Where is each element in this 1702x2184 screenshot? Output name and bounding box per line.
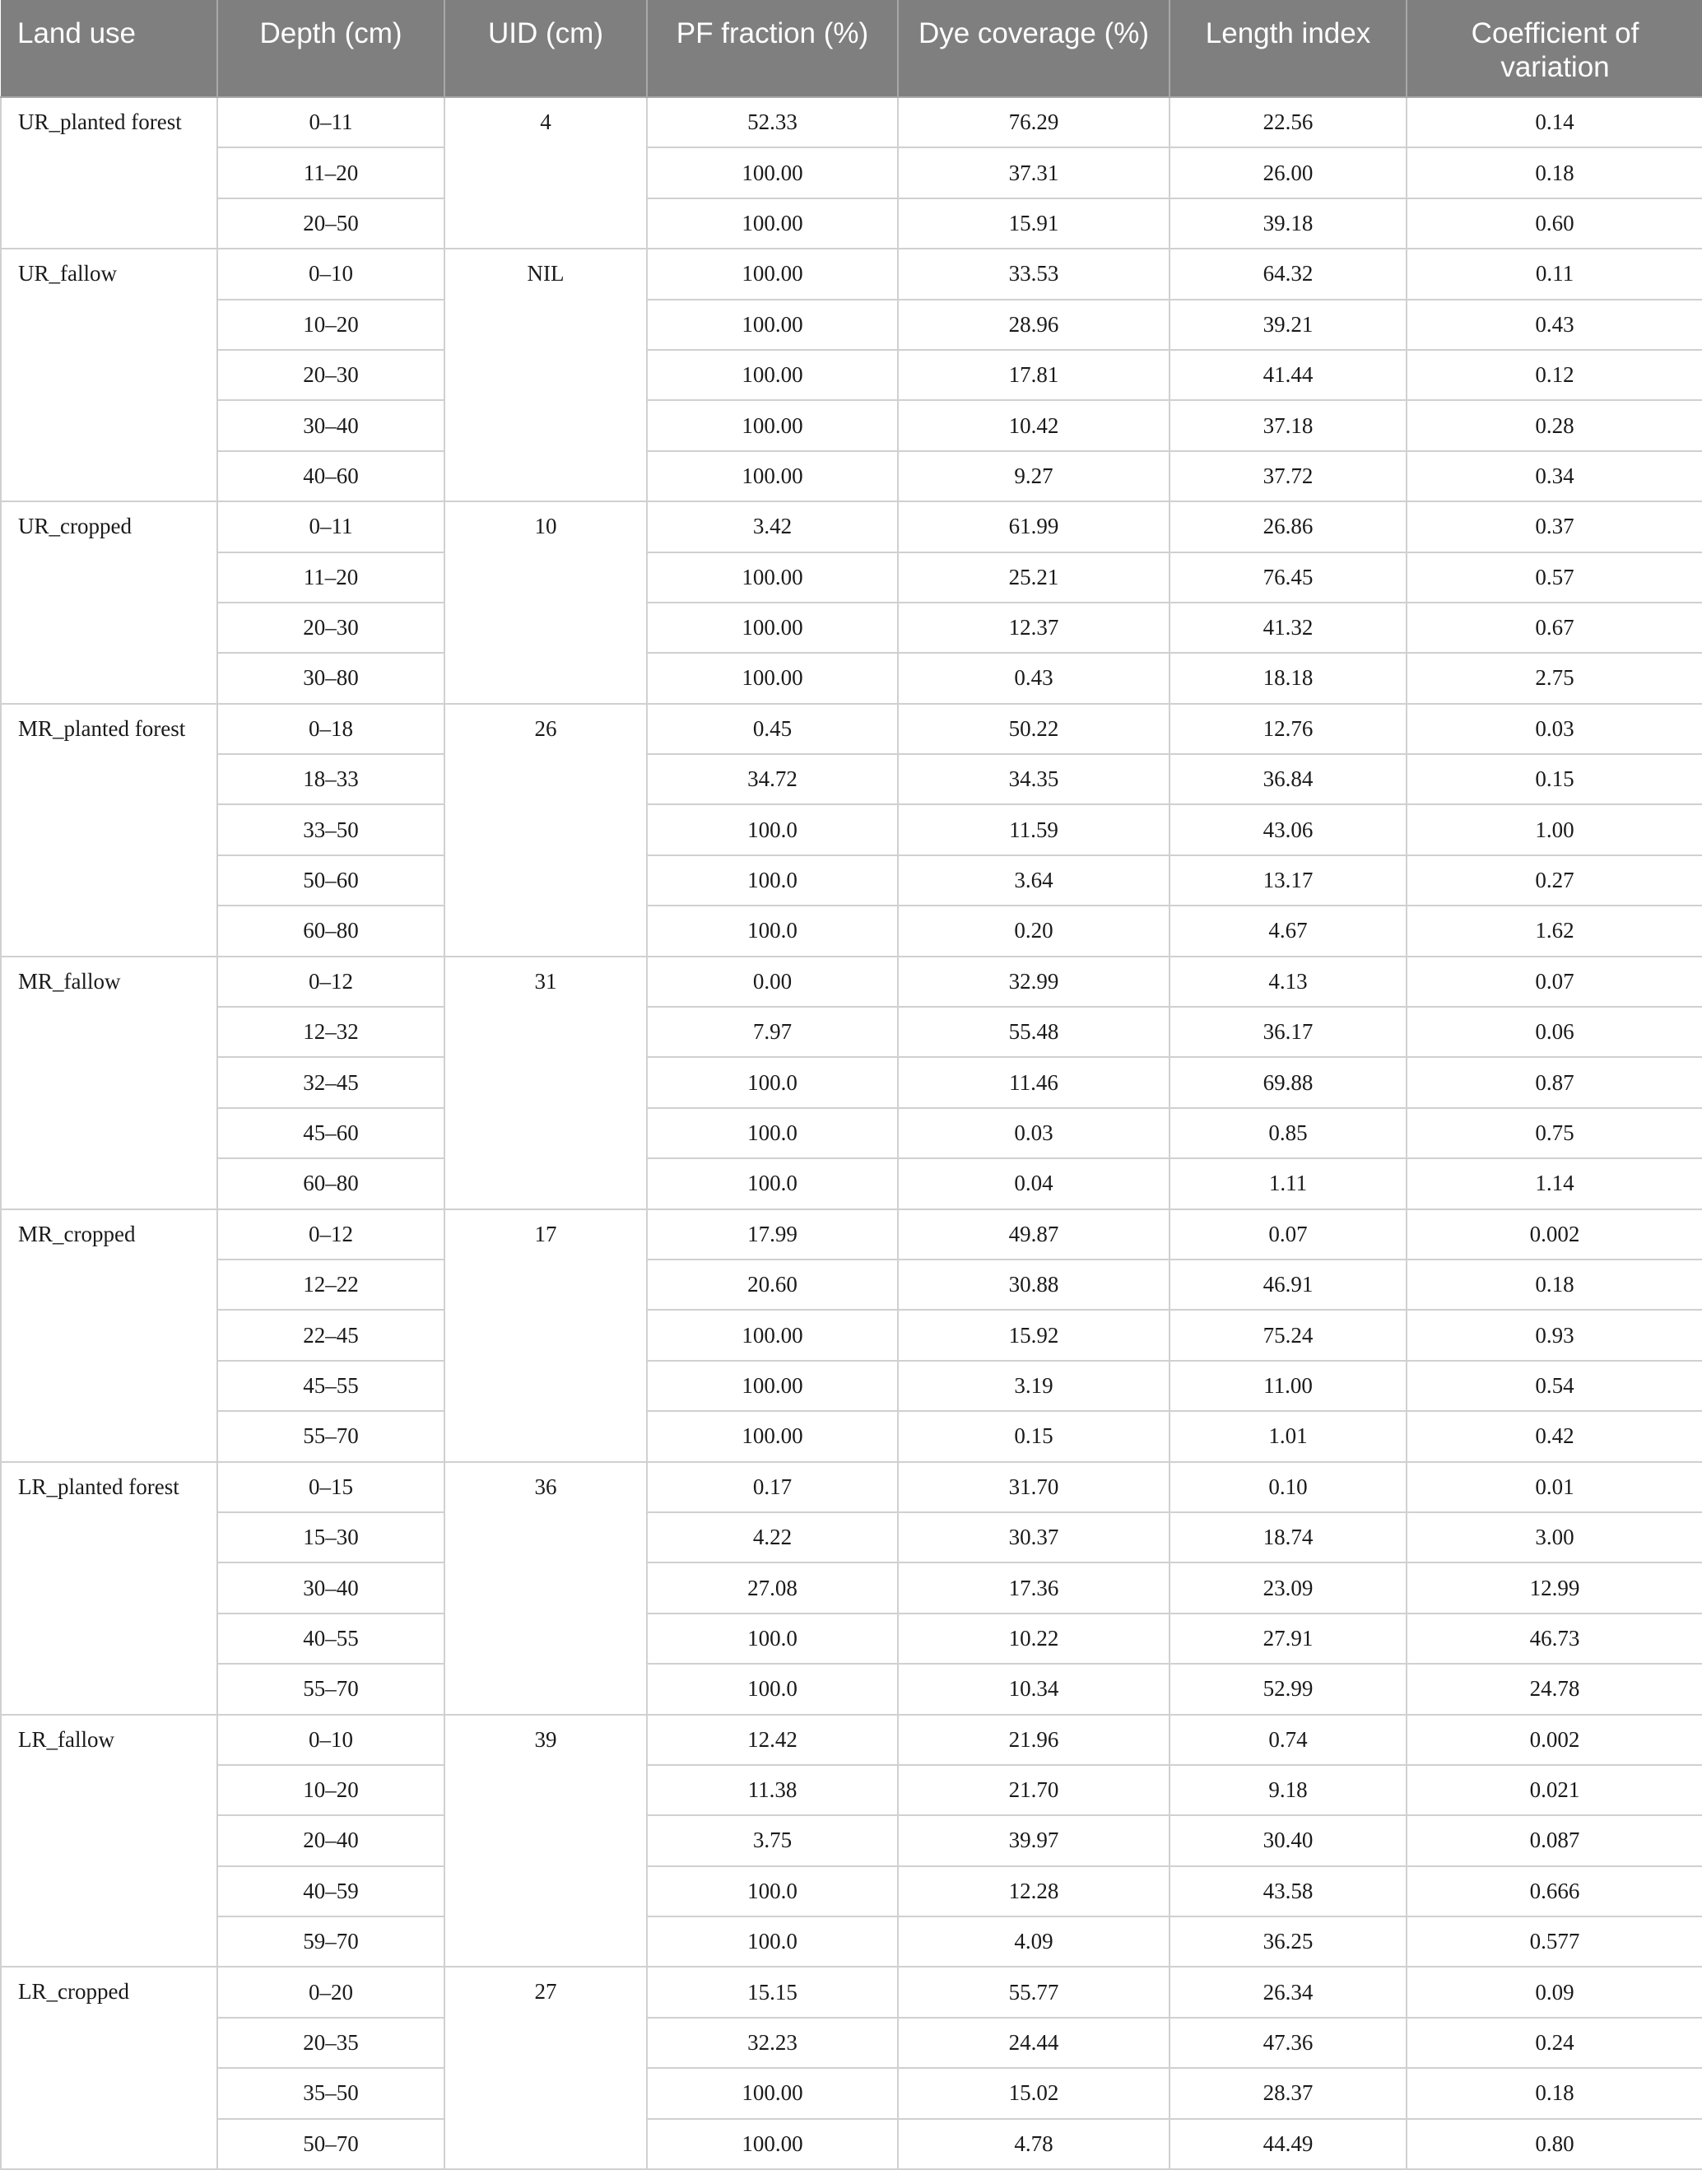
length-index-cell: 41.32	[1170, 603, 1407, 653]
length-index-cell: 39.18	[1170, 198, 1407, 249]
table-row	[1, 1715, 1702, 1765]
pf-fraction-cell: 0.45	[647, 704, 898, 754]
dye-coverage-cell: 11.46	[898, 1057, 1170, 1107]
coefficient-of-variation-cell: 0.87	[1407, 1057, 1702, 1107]
coefficient-of-variation-cell: 0.67	[1407, 603, 1702, 653]
length-index-cell: 37.72	[1170, 451, 1407, 501]
table-row	[1, 2119, 1702, 2169]
coefficient-of-variation-cell: 3.00	[1407, 1512, 1702, 1562]
depth-cell: 30–40	[217, 400, 444, 450]
coefficient-of-variation-cell: 0.07	[1407, 957, 1702, 1007]
table-row	[1, 1512, 1702, 1562]
length-index-cell: 0.07	[1170, 1209, 1407, 1260]
uid-cell: 31	[444, 957, 647, 1209]
pf-fraction-cell: 100.00	[647, 350, 898, 400]
length-index-cell: 22.56	[1170, 97, 1407, 147]
table-row	[1, 147, 1702, 198]
coefficient-of-variation-cell: 1.00	[1407, 804, 1702, 855]
pf-fraction-cell: 34.72	[647, 754, 898, 804]
dye-coverage-cell: 50.22	[898, 704, 1170, 754]
pf-fraction-cell: 0.00	[647, 957, 898, 1007]
depth-cell: 50–60	[217, 855, 444, 906]
depth-cell: 33–50	[217, 804, 444, 855]
pf-fraction-cell: 100.0	[647, 1057, 898, 1107]
length-index-cell: 75.24	[1170, 1310, 1407, 1360]
table-row	[1, 501, 1702, 552]
length-index-cell: 11.00	[1170, 1361, 1407, 1411]
depth-cell: 60–80	[217, 906, 444, 956]
length-index-cell: 26.86	[1170, 501, 1407, 552]
table-row	[1, 198, 1702, 249]
depth-cell: 0–10	[217, 249, 444, 299]
length-index-cell: 36.84	[1170, 754, 1407, 804]
land-use-cell: MR_planted forest	[1, 704, 217, 957]
coefficient-of-variation-cell: 0.002	[1407, 1209, 1702, 1260]
depth-cell: 10–20	[217, 1765, 444, 1815]
depth-cell: 0–10	[217, 1715, 444, 1765]
table-row	[1, 552, 1702, 603]
depth-cell: 55–70	[217, 1411, 444, 1461]
length-index-cell: 52.99	[1170, 1664, 1407, 1714]
dye-coverage-cell: 49.87	[898, 1209, 1170, 1260]
dye-coverage-cell: 3.19	[898, 1361, 1170, 1411]
table-row	[1, 1866, 1702, 1916]
dye-coverage-cell: 4.78	[898, 2119, 1170, 2169]
header-dye-coverage: Dye coverage (%)	[898, 0, 1170, 97]
dye-coverage-cell: 17.81	[898, 350, 1170, 400]
pf-fraction-cell: 100.00	[647, 2119, 898, 2169]
dye-coverage-cell: 0.15	[898, 1411, 1170, 1461]
dye-coverage-cell: 0.04	[898, 1158, 1170, 1208]
dye-coverage-cell: 3.64	[898, 855, 1170, 906]
depth-cell: 60–80	[217, 1158, 444, 1208]
coefficient-of-variation-cell: 0.42	[1407, 1411, 1702, 1461]
pf-fraction-cell: 100.00	[647, 451, 898, 501]
coefficient-of-variation-cell: 12.99	[1407, 1562, 1702, 1613]
coefficient-of-variation-cell: 0.18	[1407, 2068, 1702, 2118]
dye-coverage-cell: 24.44	[898, 2018, 1170, 2068]
depth-cell: 10–20	[217, 300, 444, 350]
length-index-cell: 64.32	[1170, 249, 1407, 299]
uid-cell: 27	[444, 1967, 647, 2169]
coefficient-of-variation-cell: 0.57	[1407, 552, 1702, 603]
coefficient-of-variation-cell: 0.06	[1407, 1007, 1702, 1057]
coefficient-of-variation-cell: 0.60	[1407, 198, 1702, 249]
pf-fraction-cell: 11.38	[647, 1765, 898, 1815]
length-index-cell: 43.06	[1170, 804, 1407, 855]
dye-coverage-cell: 55.77	[898, 1967, 1170, 2017]
depth-cell: 59–70	[217, 1916, 444, 1967]
dye-coverage-cell: 10.34	[898, 1664, 1170, 1714]
length-index-cell: 0.10	[1170, 1462, 1407, 1512]
length-index-cell: 4.67	[1170, 906, 1407, 956]
pf-fraction-cell: 100.0	[647, 906, 898, 956]
length-index-cell: 36.17	[1170, 1007, 1407, 1057]
depth-cell: 18–33	[217, 754, 444, 804]
header-length-index: Length index	[1170, 0, 1407, 97]
pf-fraction-cell: 0.17	[647, 1462, 898, 1512]
pf-fraction-cell: 20.60	[647, 1260, 898, 1310]
pf-fraction-cell: 100.00	[647, 249, 898, 299]
table-row	[1, 1411, 1702, 1461]
pf-fraction-cell: 100.00	[647, 1361, 898, 1411]
table-row	[1, 1664, 1702, 1714]
pf-fraction-cell: 7.97	[647, 1007, 898, 1057]
dye-coverage-cell: 9.27	[898, 451, 1170, 501]
uid-cell: 39	[444, 1715, 647, 1967]
table-row	[1, 1916, 1702, 1967]
dye-coverage-cell: 15.02	[898, 2068, 1170, 2118]
coefficient-of-variation-cell: 0.24	[1407, 2018, 1702, 2068]
depth-cell: 11–20	[217, 552, 444, 603]
table-row	[1, 350, 1702, 400]
land-use-cell: MR_fallow	[1, 957, 217, 1209]
pf-fraction-cell: 100.0	[647, 1158, 898, 1208]
pf-fraction-cell: 27.08	[647, 1562, 898, 1613]
dye-coverage-cell: 30.88	[898, 1260, 1170, 1310]
dye-coverage-cell: 21.70	[898, 1765, 1170, 1815]
pf-fraction-cell: 100.0	[647, 804, 898, 855]
coefficient-of-variation-cell: 0.087	[1407, 1815, 1702, 1865]
pf-fraction-cell: 3.42	[647, 501, 898, 552]
length-index-cell: 13.17	[1170, 855, 1407, 906]
coefficient-of-variation-cell: 0.021	[1407, 1765, 1702, 1815]
length-index-cell: 9.18	[1170, 1765, 1407, 1815]
pf-fraction-cell: 100.0	[647, 1664, 898, 1714]
depth-cell: 20–50	[217, 198, 444, 249]
depth-cell: 11–20	[217, 147, 444, 198]
depth-cell: 20–35	[217, 2018, 444, 2068]
dye-coverage-cell: 39.97	[898, 1815, 1170, 1865]
table-row	[1, 300, 1702, 350]
pf-fraction-cell: 100.00	[647, 400, 898, 450]
pf-fraction-cell: 52.33	[647, 97, 898, 147]
header-pf-fraction: PF fraction (%)	[647, 0, 898, 97]
dye-coverage-cell: 10.42	[898, 400, 1170, 450]
dye-coverage-cell: 0.03	[898, 1108, 1170, 1158]
length-index-cell: 76.45	[1170, 552, 1407, 603]
length-index-cell: 23.09	[1170, 1562, 1407, 1613]
table-row	[1, 2018, 1702, 2068]
dye-coverage-cell: 55.48	[898, 1007, 1170, 1057]
pf-fraction-cell: 3.75	[647, 1815, 898, 1865]
coefficient-of-variation-cell: 2.75	[1407, 653, 1702, 703]
coefficient-of-variation-cell: 0.666	[1407, 1866, 1702, 1916]
depth-cell: 15–30	[217, 1512, 444, 1562]
pf-fraction-cell: 100.0	[647, 1108, 898, 1158]
header-coefficient-of-variation: Coefficient of variation	[1407, 0, 1702, 97]
depth-cell: 32–45	[217, 1057, 444, 1107]
depth-cell: 30–80	[217, 653, 444, 703]
pf-fraction-cell: 4.22	[647, 1512, 898, 1562]
length-index-cell: 26.34	[1170, 1967, 1407, 2017]
length-index-cell: 4.13	[1170, 957, 1407, 1007]
length-index-cell: 26.00	[1170, 147, 1407, 198]
coefficient-of-variation-cell: 0.18	[1407, 1260, 1702, 1310]
coefficient-of-variation-cell: 0.15	[1407, 754, 1702, 804]
length-index-cell: 1.01	[1170, 1411, 1407, 1461]
pf-fraction-cell: 12.42	[647, 1715, 898, 1765]
coefficient-of-variation-cell: 0.01	[1407, 1462, 1702, 1512]
table-row	[1, 1158, 1702, 1208]
length-index-cell: 37.18	[1170, 400, 1407, 450]
dye-coverage-cell: 76.29	[898, 97, 1170, 147]
depth-cell: 30–40	[217, 1562, 444, 1613]
table-row	[1, 754, 1702, 804]
table-row	[1, 1967, 1702, 2017]
table-row	[1, 653, 1702, 703]
depth-cell: 0–18	[217, 704, 444, 754]
pf-fraction-cell: 100.00	[647, 300, 898, 350]
uid-cell: 10	[444, 501, 647, 704]
header-uid: UID (cm)	[444, 0, 647, 97]
length-index-cell: 28.37	[1170, 2068, 1407, 2118]
header-land-use: Land use	[1, 0, 217, 97]
length-index-cell: 18.18	[1170, 653, 1407, 703]
coefficient-of-variation-cell: 0.34	[1407, 451, 1702, 501]
depth-cell: 20–40	[217, 1815, 444, 1865]
pf-fraction-cell: 100.00	[647, 147, 898, 198]
dye-coverage-cell: 0.20	[898, 906, 1170, 956]
length-index-cell: 18.74	[1170, 1512, 1407, 1562]
pf-fraction-cell: 15.15	[647, 1967, 898, 2017]
depth-cell: 0–12	[217, 957, 444, 1007]
coefficient-of-variation-cell: 0.75	[1407, 1108, 1702, 1158]
pf-fraction-cell: 32.23	[647, 2018, 898, 2068]
dye-coverage-cell: 15.91	[898, 198, 1170, 249]
length-index-cell: 43.58	[1170, 1866, 1407, 1916]
length-index-cell: 0.74	[1170, 1715, 1407, 1765]
length-index-cell: 30.40	[1170, 1815, 1407, 1865]
depth-cell: 20–30	[217, 350, 444, 400]
uid-cell: 36	[444, 1462, 647, 1715]
coefficient-of-variation-cell: 0.09	[1407, 1967, 1702, 2017]
coefficient-of-variation-cell: 0.27	[1407, 855, 1702, 906]
depth-cell: 12–22	[217, 1260, 444, 1310]
pf-fraction-cell: 100.00	[647, 1310, 898, 1360]
table-row	[1, 704, 1702, 754]
dye-coverage-cell: 12.37	[898, 603, 1170, 653]
land-use-cell: LR_fallow	[1, 1715, 217, 1967]
table-row	[1, 400, 1702, 450]
depth-cell: 40–59	[217, 1866, 444, 1916]
table-body	[1, 97, 1702, 2169]
coefficient-of-variation-cell: 1.62	[1407, 906, 1702, 956]
pf-fraction-cell: 100.00	[647, 603, 898, 653]
dye-coverage-cell: 10.22	[898, 1614, 1170, 1664]
table-row	[1, 1361, 1702, 1411]
coefficient-of-variation-cell: 0.03	[1407, 704, 1702, 754]
depth-cell: 40–55	[217, 1614, 444, 1664]
table-row	[1, 906, 1702, 956]
coefficient-of-variation-cell: 0.002	[1407, 1715, 1702, 1765]
dye-coverage-cell: 34.35	[898, 754, 1170, 804]
table-row	[1, 2068, 1702, 2118]
table-row	[1, 1765, 1702, 1815]
table-row	[1, 1007, 1702, 1057]
depth-cell: 40–60	[217, 451, 444, 501]
coefficient-of-variation-cell: 0.54	[1407, 1361, 1702, 1411]
table-row	[1, 1462, 1702, 1512]
depth-cell: 12–32	[217, 1007, 444, 1057]
pf-fraction-cell: 100.0	[647, 1916, 898, 1967]
dye-coverage-cell: 37.31	[898, 147, 1170, 198]
table-header	[1, 0, 1702, 97]
coefficient-of-variation-cell: 0.18	[1407, 147, 1702, 198]
length-index-cell: 0.85	[1170, 1108, 1407, 1158]
coefficient-of-variation-cell: 1.14	[1407, 1158, 1702, 1208]
land-use-cell: MR_cropped	[1, 1209, 217, 1462]
pf-fraction-cell: 100.0	[647, 855, 898, 906]
coefficient-of-variation-cell: 0.43	[1407, 300, 1702, 350]
length-index-cell: 12.76	[1170, 704, 1407, 754]
land-use-cell: LR_planted forest	[1, 1462, 217, 1715]
header-row	[1, 0, 1702, 97]
dye-coverage-cell: 11.59	[898, 804, 1170, 855]
table-row	[1, 1260, 1702, 1310]
dye-coverage-cell: 4.09	[898, 1916, 1170, 1967]
length-index-cell: 44.49	[1170, 2119, 1407, 2169]
length-index-cell: 36.25	[1170, 1916, 1407, 1967]
depth-cell: 35–50	[217, 2068, 444, 2118]
length-index-cell: 69.88	[1170, 1057, 1407, 1107]
pf-fraction-cell: 100.00	[647, 2068, 898, 2118]
depth-cell: 45–60	[217, 1108, 444, 1158]
table-row	[1, 1108, 1702, 1158]
depth-cell: 0–11	[217, 97, 444, 147]
depth-cell: 45–55	[217, 1361, 444, 1411]
length-index-cell: 46.91	[1170, 1260, 1407, 1310]
table-row	[1, 1562, 1702, 1613]
dye-coverage-cell: 61.99	[898, 501, 1170, 552]
coefficient-of-variation-cell: 46.73	[1407, 1614, 1702, 1664]
depth-cell: 55–70	[217, 1664, 444, 1714]
land-use-cell: UR_cropped	[1, 501, 217, 704]
depth-cell: 22–45	[217, 1310, 444, 1360]
table-row	[1, 603, 1702, 653]
land-use-cell: LR_cropped	[1, 1967, 217, 2169]
pf-fraction-cell: 100.0	[647, 1866, 898, 1916]
table-row	[1, 957, 1702, 1007]
table-row	[1, 1614, 1702, 1664]
coefficient-of-variation-cell: 0.80	[1407, 2119, 1702, 2169]
dye-coverage-cell: 15.92	[898, 1310, 1170, 1360]
uid-cell: NIL	[444, 249, 647, 501]
land-use-cell: UR_fallow	[1, 249, 217, 501]
dye-coverage-cell: 25.21	[898, 552, 1170, 603]
length-index-cell: 27.91	[1170, 1614, 1407, 1664]
table-row	[1, 1209, 1702, 1260]
depth-cell: 0–12	[217, 1209, 444, 1260]
length-index-cell: 41.44	[1170, 350, 1407, 400]
depth-cell: 0–20	[217, 1967, 444, 2017]
dye-coverage-cell: 30.37	[898, 1512, 1170, 1562]
pf-fraction-cell: 100.00	[647, 653, 898, 703]
coefficient-of-variation-cell: 0.37	[1407, 501, 1702, 552]
depth-cell: 20–30	[217, 603, 444, 653]
depth-cell: 50–70	[217, 2119, 444, 2169]
table-row	[1, 1815, 1702, 1865]
table-row	[1, 1310, 1702, 1360]
land-use-cell: UR_planted forest	[1, 97, 217, 249]
length-index-cell: 1.11	[1170, 1158, 1407, 1208]
uid-cell: 17	[444, 1209, 647, 1462]
pf-fraction-cell: 100.00	[647, 198, 898, 249]
coefficient-of-variation-cell: 0.14	[1407, 97, 1702, 147]
header-depth: Depth (cm)	[217, 0, 444, 97]
depth-cell: 0–11	[217, 501, 444, 552]
pf-fraction-cell: 100.00	[647, 1411, 898, 1461]
dye-coverage-cell: 17.36	[898, 1562, 1170, 1613]
coefficient-of-variation-cell: 0.12	[1407, 350, 1702, 400]
table-row	[1, 804, 1702, 855]
coefficient-of-variation-cell: 0.577	[1407, 1916, 1702, 1967]
dye-coverage-cell: 32.99	[898, 957, 1170, 1007]
uid-cell: 26	[444, 704, 647, 957]
table-row	[1, 97, 1702, 147]
table-row	[1, 249, 1702, 299]
coefficient-of-variation-cell: 24.78	[1407, 1664, 1702, 1714]
dye-coverage-cell: 33.53	[898, 249, 1170, 299]
pf-fraction-cell: 17.99	[647, 1209, 898, 1260]
dye-coverage-cell: 21.96	[898, 1715, 1170, 1765]
depth-cell: 0–15	[217, 1462, 444, 1512]
coefficient-of-variation-cell: 0.11	[1407, 249, 1702, 299]
dye-coverage-cell: 28.96	[898, 300, 1170, 350]
table-row	[1, 855, 1702, 906]
pf-fraction-cell: 100.0	[647, 1614, 898, 1664]
length-index-cell: 47.36	[1170, 2018, 1407, 2068]
table-row	[1, 1057, 1702, 1107]
dye-coverage-cell: 0.43	[898, 653, 1170, 703]
dye-coverage-cell: 12.28	[898, 1866, 1170, 1916]
dye-coverage-cell: 31.70	[898, 1462, 1170, 1512]
length-index-cell: 39.21	[1170, 300, 1407, 350]
coefficient-of-variation-cell: 0.28	[1407, 400, 1702, 450]
table-row	[1, 451, 1702, 501]
coefficient-of-variation-cell: 0.93	[1407, 1310, 1702, 1360]
pf-fraction-cell: 100.00	[647, 552, 898, 603]
uid-cell: 4	[444, 97, 647, 249]
